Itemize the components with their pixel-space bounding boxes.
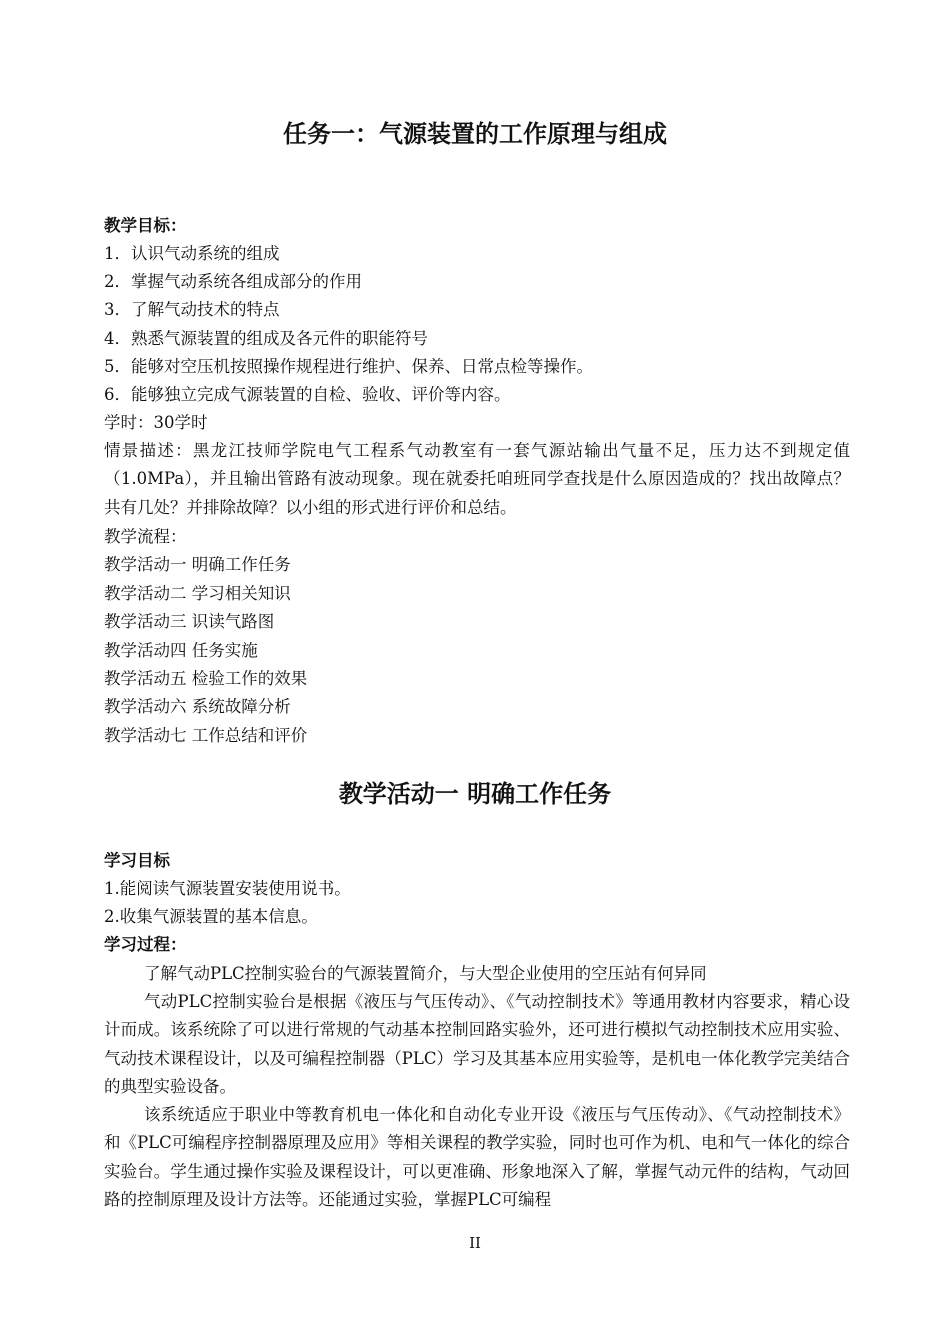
learning-process-heading: 学习过程：	[104, 935, 187, 954]
activity-item: 教学活动四 任务实施	[104, 641, 258, 660]
body-paragraph: 了解气动PLC控制实验台的气源装置简介，与大型企业使用的空压站有何异同	[144, 964, 707, 983]
activity-item: 教学活动一 明确工作任务	[104, 555, 291, 574]
section-title: 教学活动一 明确工作任务	[338, 780, 612, 808]
objective-item: 1．认识气动系统的组成	[104, 244, 280, 263]
activity-item: 教学活动五 检验工作的效果	[104, 669, 308, 688]
page-title: 任务一：气源装置的工作原理与组成	[283, 120, 667, 148]
activity-item: 教学活动七 工作总结和评价	[104, 726, 308, 745]
process-heading: 教学流程：	[104, 527, 187, 546]
activity-item: 教学活动三 识读气路图	[104, 612, 275, 631]
learning-goal-item: 2.收集气源装置的基本信息。	[104, 907, 318, 926]
objective-item: 5．能够对空压机按照操作规程进行维护、保养、日常点检等操作。	[104, 357, 593, 376]
objective-item: 6．能够独立完成气源装置的自检、验收、评价等内容。	[104, 385, 511, 404]
objectives-heading: 教学目标：	[104, 216, 187, 235]
objective-item: 3．了解气动技术的特点	[104, 300, 280, 319]
hours-text: 学时：30学时	[104, 413, 208, 432]
body-paragraph: 气动PLC控制实验台是根据《液压与气压传动》、《气动控制技术》等通用教材内容要求，精心设计而成。该系统除了可以进行常规的气动基本控制回路实验外，还可进行模拟气动控制技术应用实验、气动技术课程设计，以及可编程控制器（PLC）学习及其基本应用实验等，是机电一体化教学完美结合的典型实验设备。	[104, 992, 850, 1097]
learning-goal-item: 1.能阅读气源装置安装使用说书。	[104, 879, 351, 898]
scenario-paragraph: 情景描述：黑龙江技师学院电气工程系气动教室有一套气源站输出气量不足，压力达不到规定值（1.0MPa），并且输出管路有波动现象。现在就委托咱班同学查找是什么原因造成的？找出故障点？共有几处？并排除故障？以小组的形式进行评价和总结。	[104, 441, 850, 517]
page-number: II	[469, 1234, 481, 1252]
objective-item: 2．掌握气动系统各组成部分的作用	[104, 272, 362, 291]
activity-item: 教学活动六 系统故障分析	[104, 697, 291, 716]
activity-item: 教学活动二 学习相关知识	[104, 584, 291, 603]
body-paragraph: 该系统适应于职业中等教育机电一体化和自动化专业开设《液压与气压传动》、《气动控制技术》和《PLC可编程序控制器原理及应用》等相关课程的教学实验，同时也可作为机、电和气一体化的综合实验台。学生通过操作实验及课程设计，可以更准确、形象地深入了解，掌握气动元件的结构，气动回路的控制原理及设计方法等。还能通过实验，掌握PLC可编程	[104, 1105, 850, 1210]
objective-item: 4．熟悉气源装置的组成及各元件的职能符号	[104, 329, 428, 348]
learning-goal-heading: 学习目标	[104, 851, 170, 870]
